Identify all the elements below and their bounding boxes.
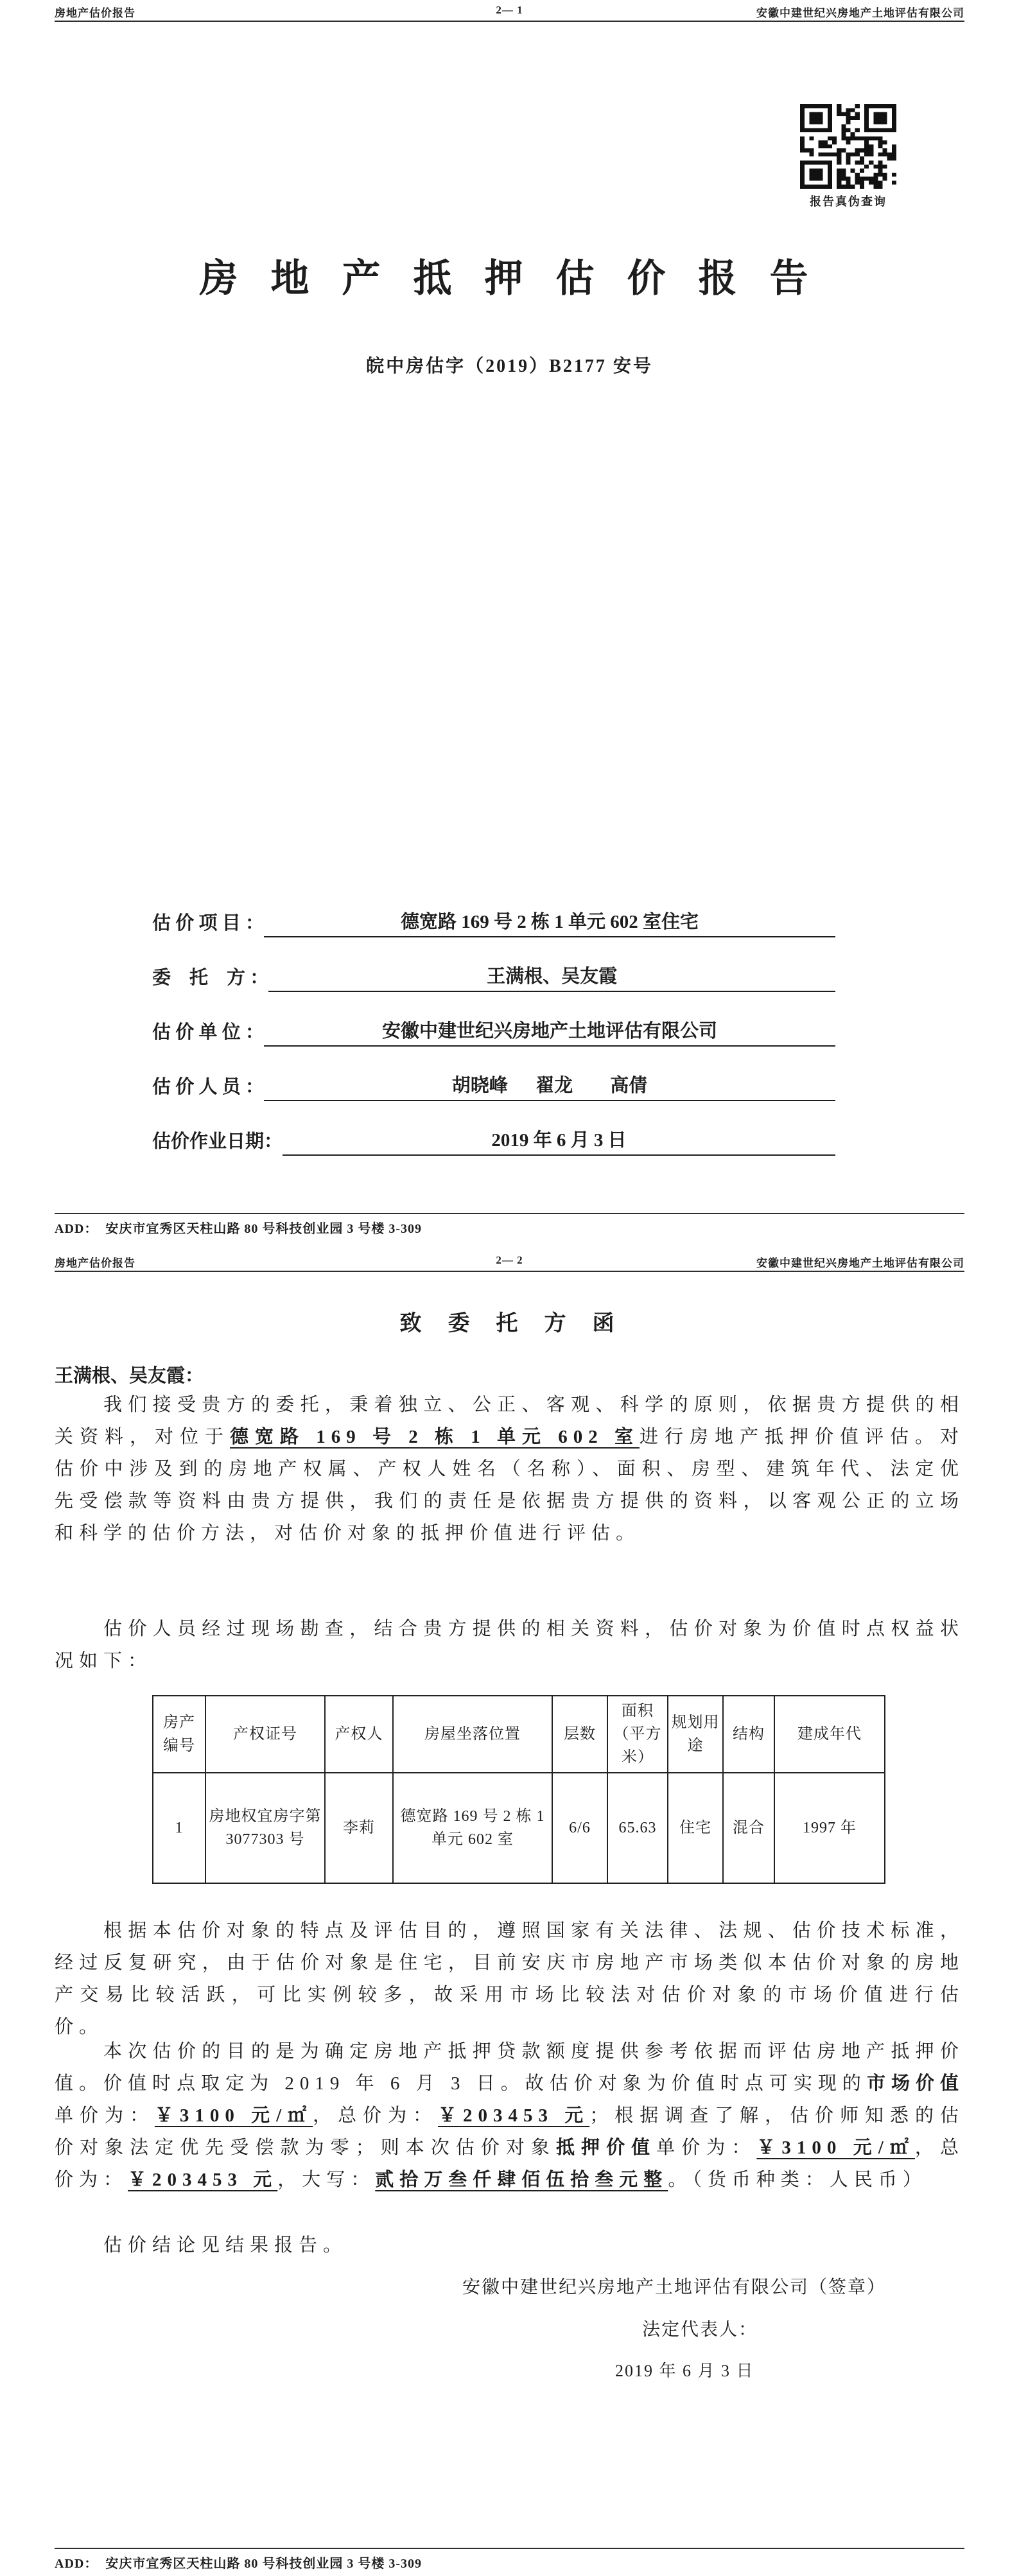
cell-deed-no: 房地权宜房字第 3077303 号 (205, 1773, 325, 1883)
field-agency (152, 1018, 835, 1047)
field-agency-label: 估 价 单 位 ： (152, 1022, 265, 1043)
cell-property-no: 1 (153, 1773, 205, 1883)
property-table (152, 1695, 885, 1884)
col-header-planned-use: 规划用途 (668, 1696, 723, 1773)
cell-planned-use: 住宅 (668, 1773, 723, 1883)
cell-area: 65.63 (607, 1773, 668, 1883)
field-project-label: 估 价 项 目 ： (152, 913, 265, 934)
col-header-location: 房屋坐落位置 (393, 1696, 552, 1773)
letter-paragraph-2: 估价人员经过现场勘查，结合贵方提供的相关资料，估价对象为价值时点权益状况如下： (55, 1619, 964, 1671)
report-title: 房 地 产 抵 押 估 价 报 告 (199, 257, 820, 300)
field-appraisers-value: 胡晓峰 翟龙 高倩 (264, 1071, 835, 1101)
running-header-page-number: 2— 2 (496, 1254, 523, 1266)
signature-legal-rep: 法定代表人： (642, 2320, 758, 2340)
cover-fields (152, 909, 835, 1182)
cell-build-year: 1997 年 (774, 1773, 885, 1883)
qr-caption: 报告真伪查询 (810, 195, 887, 208)
col-header-area: 面积（平方米） (607, 1696, 668, 1773)
field-work-date-label: 估价作业日期： (152, 1131, 283, 1152)
field-agency-value: 安徽中建世纪兴房地产土地评估有限公司 (264, 1016, 835, 1047)
signature-company: 安徽中建世纪兴房地产土地评估有限公司（签章） (462, 2277, 886, 2297)
page2-running-header (55, 1254, 964, 1270)
col-header-structure: 结构 (723, 1696, 774, 1773)
field-appraisers-label: 估 价 人 员 ： (152, 1077, 265, 1097)
letter-salutation: 王满根、吴友霞： (55, 1366, 204, 1386)
letter-paragraph-5: 估价结论见结果报告。 (103, 2235, 348, 2256)
page2-footer-address: ADD： 安庆市宜秀区天柱山路 80 号科技创业园 3 号楼 3-309 (55, 2557, 422, 2571)
col-header-floors: 层数 (552, 1696, 607, 1773)
running-header-doc-type: 房地产估价报告 (55, 1257, 135, 1269)
cell-structure: 混合 (723, 1773, 774, 1883)
signature-date: 2019 年 6 月 3 日 (615, 2362, 754, 2380)
running-header-doc-type: 房地产估价报告 (55, 7, 135, 19)
col-header-build-year: 建成年代 (774, 1696, 885, 1773)
field-appraisers (152, 1073, 835, 1101)
running-header-company: 安徽中建世纪兴房地产土地评估有限公司 (756, 1257, 964, 1269)
col-header-deed-no: 产权证号 (205, 1696, 325, 1773)
cell-location: 德宽路 169 号 2 栋 1 单元 602 室 (393, 1773, 552, 1883)
cell-floors: 6/6 (552, 1773, 607, 1883)
page1-footer-address: ADD： 安庆市宜秀区天柱山路 80 号科技创业园 3 号楼 3-309 (55, 1222, 422, 1236)
running-header-company: 安徽中建世纪兴房地产土地评估有限公司 (756, 7, 964, 19)
page1-running-header (55, 4, 964, 20)
property-table-header-row (153, 1696, 885, 1773)
page2-footer-rule (55, 2548, 964, 2549)
running-header-page-number: 2— 1 (496, 4, 523, 16)
letter-paragraph-4: 本次估价的目的是为确定房地产抵押贷款额度提供参考依据而评估房地产抵押价值。价值时点取定为 2019 年 6 月 3 日。故估价对象为价值时点可实现的市场价值单价为：￥3100 元/㎡，总价为：￥203453 元；根据调查了解，估价师知悉的估价对象法定优先受偿款为零；则本次估价对象抵押价值单价为：￥3100 元/㎡，总价为：￥203453 元，大写：贰拾万叁仟肆佰伍拾叁元整。（货币种类：人民币） (55, 2041, 964, 2190)
field-work-date (152, 1127, 835, 1156)
letter-title: 致 委 托 方 函 (399, 1312, 620, 1336)
letter-paragraph-1: 我们接受贵方的委托，秉着独立、公正、客观、科学的原则，依据贵方提供的相关资料，对位于德宽路 169 号 2 栋 1 单元 602 室进行房地产抵押价值评估。对估价中涉及到的房地产权属、产权人姓名（名称）、面积、房型、建筑年代、法定优先受偿款等资料由贵方提供，我们的责任是依据贵方提供的资料，以客观公正的立场和科学的估价方法，对估价对象的抵押价值进行评估。 (55, 1395, 964, 1544)
field-client-label: 委 托 方 ： (152, 968, 269, 988)
property-table-row (153, 1773, 885, 1883)
col-header-property-no: 房产编号 (153, 1696, 205, 1773)
field-work-date-value: 2019 年 6 月 3 日 (283, 1126, 835, 1156)
page1-header-rule (55, 21, 964, 22)
page1-footer-rule (55, 1213, 964, 1214)
page2-header-rule (55, 1271, 964, 1272)
field-client-value: 王满根、吴友霞 (268, 962, 835, 992)
qr-code (800, 104, 896, 189)
report-number: 皖中房估字（2019）B2177 安号 (366, 356, 653, 376)
field-project-value: 德宽路 169 号 2 栋 1 单元 602 室住宅 (264, 907, 835, 937)
cell-owner: 李莉 (325, 1773, 393, 1883)
field-client (152, 964, 835, 992)
letter-paragraph-3: 根据本估价对象的特点及评估目的，遵照国家有关法律、法规、估价技术标准，经过反复研究，由于估价对象是住宅，目前安庆市房地产市场类似本估价对象的房地产交易比较活跃，可比实例较多，故采用市场比较法对估价对象的市场价值进行估价。 (55, 1920, 964, 2037)
col-header-owner: 产权人 (325, 1696, 393, 1773)
field-project (152, 909, 835, 937)
